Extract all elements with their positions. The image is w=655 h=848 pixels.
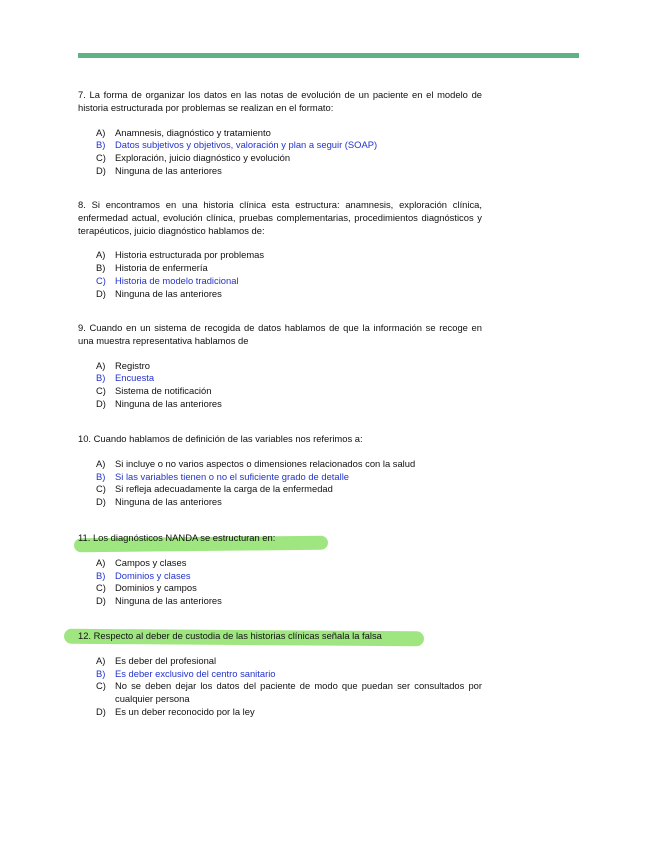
option-a[interactable]: A) Anamnesis, diagnóstico y tratamiento — [96, 126, 271, 138]
option-b-correct[interactable]: B) Encuesta — [96, 372, 155, 384]
option-d[interactable]: D) Es un deber reconocido por la ley — [96, 705, 255, 717]
question-text: 10. Cuando hablamos de definición de las variables nos referimos a: — [78, 433, 363, 444]
options-list — [78, 655, 482, 719]
option-b-correct[interactable]: B) Dominios y clases — [96, 569, 191, 581]
question-12 — [78, 630, 482, 719]
option-c[interactable]: C) No se deben dejar los datos del paciente de modo que puedan ser consultados por cualquier persona — [96, 680, 482, 705]
option-b-correct[interactable]: B) Es deber exclusivo del centro sanitario — [96, 667, 276, 679]
question-7 — [78, 89, 482, 178]
top-green-rule — [78, 53, 579, 58]
question-10 — [78, 433, 482, 509]
question-text-highlighted: 12. Respecto al deber de custodia de las historias clínicas señala la falsa — [78, 630, 382, 641]
options-list — [78, 360, 482, 411]
options-list — [78, 127, 482, 178]
option-d[interactable]: D) Ninguna de las anteriores — [96, 397, 222, 409]
option-c-correct[interactable]: C) Historia de modelo tradicional — [96, 274, 239, 286]
option-c[interactable]: C) Sistema de notificación — [96, 385, 212, 397]
options-list — [78, 458, 482, 509]
option-c[interactable]: C) Si refleja adecuadamente la carga de la enfermedad — [96, 483, 333, 495]
options-list — [78, 557, 482, 608]
option-a[interactable]: A) Historia estructurada por problemas — [96, 249, 265, 261]
option-a[interactable]: A) Registro — [96, 359, 150, 371]
option-b[interactable]: B) Historia de enfermería — [96, 262, 208, 274]
question-text-highlighted: 11. Los diagnósticos NANDA se estructuran en: — [78, 532, 276, 543]
question-text: 8. Si encontramos en una historia clínica esta estructura: anamnesis, exploración clínica, enfermedad actual, evolución clínica, pruebas complementarias, procedimientos diagnósticos y terapéuticos, juicio diagnóstico hablamos de: — [78, 199, 482, 236]
question-8 — [78, 199, 482, 301]
question-text: 9. Cuando en un sistema de recogida de datos hablamos de que la información se recoge en una muestra representativa hablamos de — [78, 322, 482, 346]
option-d[interactable]: D) Ninguna de las anteriores — [96, 496, 222, 508]
option-c[interactable]: C) Exploración, juicio diagnóstico y evolución — [96, 152, 291, 164]
options-list — [78, 249, 482, 300]
option-d[interactable]: D) Ninguna de las anteriores — [96, 164, 222, 176]
option-d[interactable]: D) Ninguna de las anteriores — [96, 595, 222, 607]
question-11 — [78, 532, 482, 608]
question-9 — [78, 322, 482, 411]
option-c[interactable]: C) Dominios y campos — [96, 582, 197, 594]
question-text: 7. La forma de organizar los datos en las notas de evolución de un paciente en el modelo de historia estructurada por problemas se realizan en el formato: — [78, 89, 483, 113]
option-b-correct[interactable]: B) Datos subjetivos y objetivos, valoración y plan a seguir (SOAP) — [96, 139, 378, 151]
option-a[interactable]: A) Campos y clases — [96, 556, 187, 568]
option-d[interactable]: D) Ninguna de las anteriores — [96, 287, 222, 299]
option-a[interactable]: A) Si incluye o no varios aspectos o dimensiones relacionados con la salud — [96, 457, 416, 469]
option-a[interactable]: A) Es deber del profesional — [96, 654, 217, 666]
option-b-correct[interactable]: B) Si las variables tienen o no el suficiente grado de detalle — [96, 470, 350, 482]
